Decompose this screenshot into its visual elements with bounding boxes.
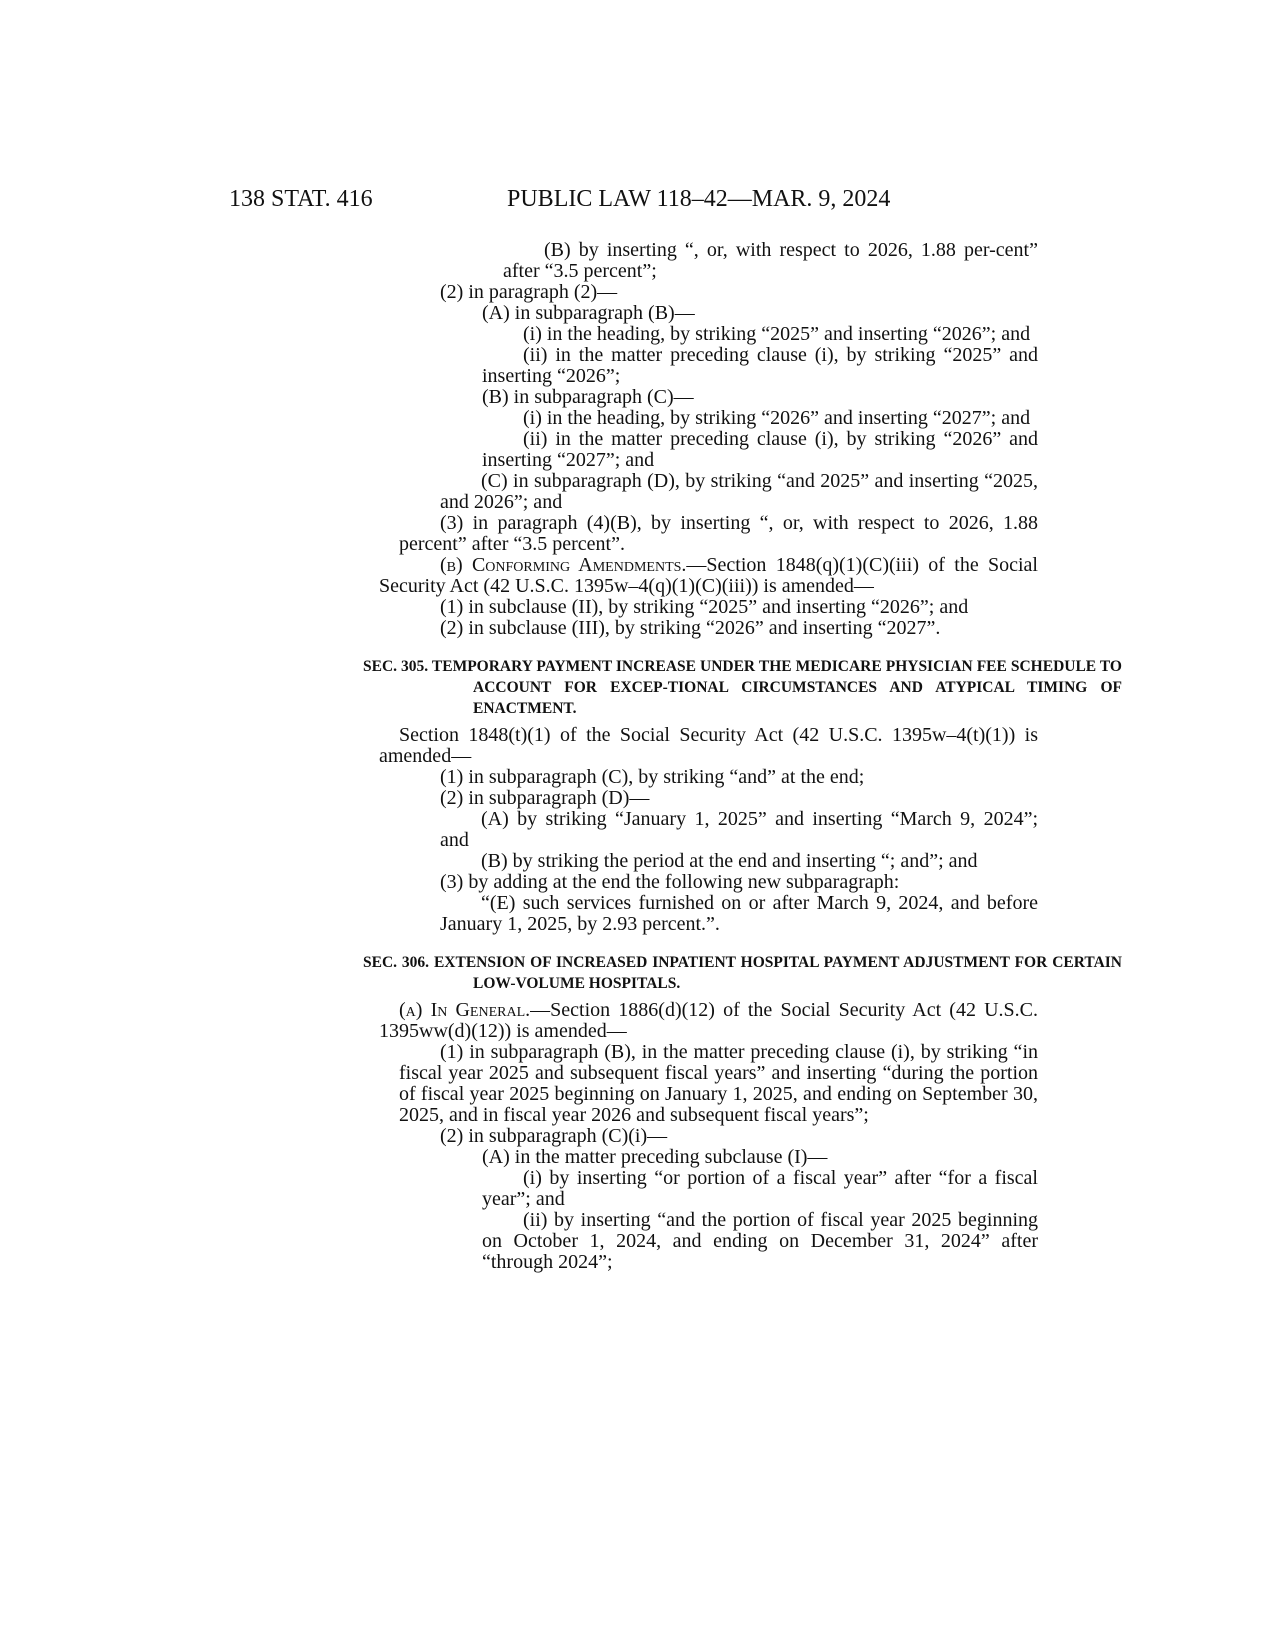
subsection-heading: (b) Conforming Amendments.: [440, 554, 687, 576]
paragraph: (1) in subclause (II), by striking “2025” and inserting “2026”; and: [440, 596, 969, 618]
running-head: PUBLIC LAW 118–42—MAR. 9, 2024: [507, 186, 891, 212]
subsection: [379, 1000, 1038, 1042]
paragraph: (i) by inserting “or portion of a fiscal year” after “for a fiscal year”; and: [482, 1167, 1038, 1210]
paragraph: (1) in subparagraph (B), in the matter preceding clause (i), by striking “in fiscal year 2025 and subsequent fiscal years” and inserting “during the portion of fiscal year 2025 beginning on January 1, 2025, and ending on September 30, 2025, and in fiscal year 2026 and subsequent fiscal years”;: [399, 1041, 1038, 1126]
paragraph: (A) by striking “January 1, 2025” and inserting “March 9, 2024”; and: [440, 808, 1038, 851]
paragraph: (1) in subparagraph (C), by striking “and” at the end;: [440, 766, 865, 788]
subsection-text: —Section 1848(q)(1)(C)(iii) of the Social Security Act (42 U.S.C. 1395w–4(q)(1)(C)(iii)) is amended—: [379, 554, 1038, 597]
paragraph: (A) in subparagraph (B)—: [482, 302, 695, 324]
paragraph: (ii) by inserting “and the portion of fiscal year 2025 beginning on October 1, 2024, and ending on December 31, 2024” after “through 2024”;: [482, 1209, 1038, 1273]
paragraph: “(E) such services furnished on or after March 9, 2024, and before January 1, 2025, by 2.93 percent.”.: [440, 892, 1038, 935]
subsection-text: —Section 1886(d)(12) of the Social Security Act (42 U.S.C. 1395ww(d)(12)) is amended—: [379, 999, 1038, 1042]
paragraph: (2) in subparagraph (D)—: [440, 787, 650, 809]
section-heading: SEC. 305. TEMPORARY PAYMENT INCREASE UNDER THE MEDICARE PHYSICIAN FEE SCHEDULE TO ACCOUNT FOR EXCEP-TIONAL CIRCUMSTANCES AND ATYPICAL TIMING OF ENACTMENT.: [363, 658, 1122, 717]
paragraph: (ii) in the matter preceding clause (i), by striking “2026” and inserting “2027”; and: [482, 428, 1038, 471]
document-body: [363, 239, 1122, 1273]
paragraph: (3) in paragraph (4)(B), by inserting “, or, with respect to 2026, 1.88 percent” after “3.5 percent”.: [399, 512, 1038, 555]
paragraph: Section 1848(t)(1) of the Social Security Act (42 U.S.C. 1395w–4(t)(1)) is amended—: [379, 724, 1038, 767]
paragraph: (3) by adding at the end the following new subparagraph:: [440, 871, 900, 893]
paragraph: (A) in the matter preceding subclause (I)—: [482, 1146, 828, 1168]
paragraph: (i) in the heading, by striking “2025” and inserting “2026”; and: [523, 323, 1031, 345]
paragraph: (i) in the heading, by striking “2026” and inserting “2027”; and: [523, 407, 1031, 429]
paragraph: (2) in subparagraph (C)(i)—: [440, 1125, 668, 1147]
paragraph: (2) in subclause (III), by striking “2026” and inserting “2027”.: [440, 617, 941, 639]
paragraph: (B) by striking the period at the end and inserting “; and”; and: [481, 850, 978, 872]
page-header: [0, 186, 1275, 226]
paragraph: (2) in paragraph (2)—: [440, 281, 618, 303]
section-heading: SEC. 306. EXTENSION OF INCREASED INPATIENT HOSPITAL PAYMENT ADJUSTMENT FOR CERTAIN LOW-VOLUME HOSPITALS.: [363, 954, 1122, 992]
subsection: [379, 555, 1038, 597]
paragraph: (ii) in the matter preceding clause (i), by striking “2025” and inserting “2026”;: [482, 344, 1038, 387]
paragraph: [379, 240, 1038, 282]
paragraph-text: (B) by inserting “, or, with respect to 2026, 1.88 per-cent” after “3.5 percent”;: [503, 239, 1038, 282]
subsection-heading: (a) In General.: [399, 999, 531, 1021]
statute-page-number: 138 STAT. 416: [229, 186, 373, 212]
paragraph: (C) in subparagraph (D), by striking “and 2025” and inserting “2025, and 2026”; and: [440, 470, 1038, 513]
paragraph: (B) in subparagraph (C)—: [482, 386, 694, 408]
